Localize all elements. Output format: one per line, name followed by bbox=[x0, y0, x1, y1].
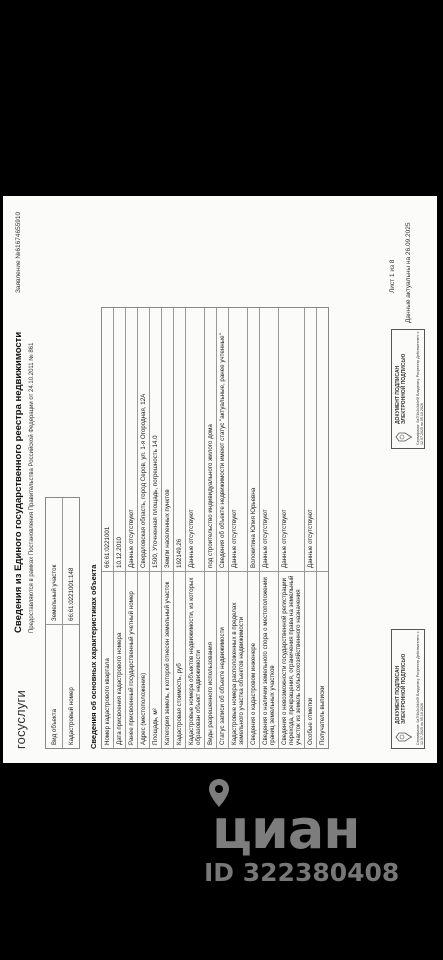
table-row bbox=[46, 498, 63, 748]
row-value: Свердловская область, город Серов, ул. 1-я Огородная, 12А bbox=[140, 393, 147, 568]
row-label: Номер кадастрового квартала bbox=[102, 571, 113, 748]
row-label: Виды разрешенного использования bbox=[205, 571, 216, 748]
rotated-document bbox=[3, 196, 437, 763]
document-title: Сведения из Единого государственного реестра недвижимости bbox=[13, 331, 24, 633]
row-label: Статус записи об объекте недвижимости bbox=[217, 571, 228, 748]
table-row bbox=[186, 308, 205, 748]
table-row bbox=[205, 308, 217, 748]
watermark-id: ID 322380408 bbox=[204, 858, 400, 887]
row-value: Данные отсутствуют bbox=[188, 509, 195, 568]
row-value: Сведения об объекте недвижимости имеют статус "актуальные, ранее учтенные" bbox=[219, 333, 226, 568]
table-row bbox=[63, 498, 79, 748]
characteristics-table bbox=[101, 307, 329, 749]
row-value: Данные отсутствуют bbox=[307, 509, 314, 568]
row-value: Волокитина Юлия Юрьевна bbox=[250, 487, 257, 568]
row-label: Вид объекта bbox=[46, 624, 62, 748]
row-label: Получатель выписки bbox=[317, 571, 328, 748]
application-number: Заявление №61674655910 bbox=[15, 211, 22, 293]
stamp-details: Сертификат: 0a7f1b2c3d4e5f Владелец: Росреестр Действителен: с 12.07.2025 по 05.10.2026 bbox=[416, 631, 424, 745]
table-row bbox=[138, 308, 150, 748]
actual-date: Данные актуальны на 26.09.2025 bbox=[405, 222, 412, 323]
object-summary-table bbox=[45, 497, 80, 749]
table-row bbox=[317, 308, 328, 748]
row-value: под строительство индивидуального жилого дома bbox=[207, 424, 214, 568]
table-row bbox=[248, 308, 260, 748]
row-label: Ранее присвоенный государственный учетный номер bbox=[126, 571, 137, 748]
document-subtitle: Предоставляются в рамках Постановления Правительства Российской Федерации от 24.10.2011 № 861 bbox=[29, 342, 35, 633]
row-value: 1500, Уточненная площадь, погрешность 14.0 bbox=[152, 435, 159, 568]
row-value: Данные отсутствуют bbox=[281, 509, 288, 568]
row-value: Данные отсутствуют bbox=[231, 509, 238, 568]
table-row bbox=[150, 308, 162, 748]
row-value: Данные отсутствуют bbox=[262, 509, 269, 568]
row-value: Данные отсутствуют bbox=[128, 509, 135, 568]
table-row bbox=[126, 308, 138, 748]
row-value: Земли населенных пунктов bbox=[164, 489, 171, 568]
page-counter: Лист 1 из 8 bbox=[389, 259, 396, 293]
row-value: 66:61:0221001:148 bbox=[67, 567, 75, 621]
row-value: Земельный участок bbox=[50, 564, 58, 621]
watermark-brand: циан bbox=[212, 798, 360, 861]
row-value bbox=[317, 308, 328, 571]
row-label: Адрес (местоположение) bbox=[138, 571, 149, 748]
row-value: 10.12.2010 bbox=[116, 537, 123, 568]
e-signature-stamp bbox=[391, 629, 425, 749]
table-row bbox=[229, 308, 248, 748]
row-label: Кадастровая стоимость, руб bbox=[174, 571, 185, 748]
row-label: Сведения о кадастровом инженере bbox=[248, 571, 259, 748]
table-row bbox=[174, 308, 186, 748]
row-label: Особые отметки bbox=[305, 571, 316, 748]
row-label: Площадь, м² bbox=[150, 571, 161, 748]
e-signature-stamp bbox=[391, 329, 425, 449]
table-row bbox=[217, 308, 229, 748]
section-title: Сведения об основных характеристиках объекта bbox=[89, 564, 98, 749]
row-label: Кадастровый номер bbox=[63, 624, 79, 748]
document-sheet bbox=[3, 196, 437, 763]
table-row bbox=[279, 308, 305, 748]
row-label: Сведения о невозможности государственной регистрации перехода, прекращения, ограничения права на земельный участок из земель сельскохозяйственного назначения bbox=[279, 571, 304, 748]
row-label: Кадастровые номера расположенных в пределах земельного участка объектов недвижимости bbox=[229, 571, 247, 748]
stamp-details: Сертификат: 0a7f1b2c3d4e5f Владелец: Росреестр Действителен: с 12.07.2025 по 05.10.2026 bbox=[416, 331, 424, 445]
coat-of-arms-icon bbox=[395, 729, 413, 745]
table-row bbox=[162, 308, 174, 748]
table-row bbox=[260, 308, 279, 748]
table-row bbox=[102, 308, 114, 748]
row-value: 192149.26 bbox=[176, 538, 183, 568]
coat-of-arms-icon bbox=[395, 429, 413, 445]
row-value: 66:61:0221001 bbox=[104, 526, 111, 568]
stamp-title: ДОКУМЕНТ ПОДПИСАН ЭЛЕКТРОННОЙ ПОДПИСЬЮ bbox=[395, 653, 407, 724]
row-label: Кадастровые номера объектов недвижимости, из которых образован объект недвижимости bbox=[186, 571, 204, 748]
row-label: Категория земель, к которой отнесен земельный участок bbox=[162, 571, 173, 748]
row-label: Сведения о наличии земельного спора о местоположении границ земельных участков bbox=[260, 571, 278, 748]
gosuslugi-logo: госуслуги bbox=[13, 690, 28, 749]
row-label: Дата присвоения кадастрового номера bbox=[114, 571, 125, 748]
table-row bbox=[305, 308, 317, 748]
stamp-title: ДОКУМЕНТ ПОДПИСАН ЭЛЕКТРОННОЙ ПОДПИСЬЮ bbox=[395, 353, 407, 424]
table-row bbox=[114, 308, 126, 748]
